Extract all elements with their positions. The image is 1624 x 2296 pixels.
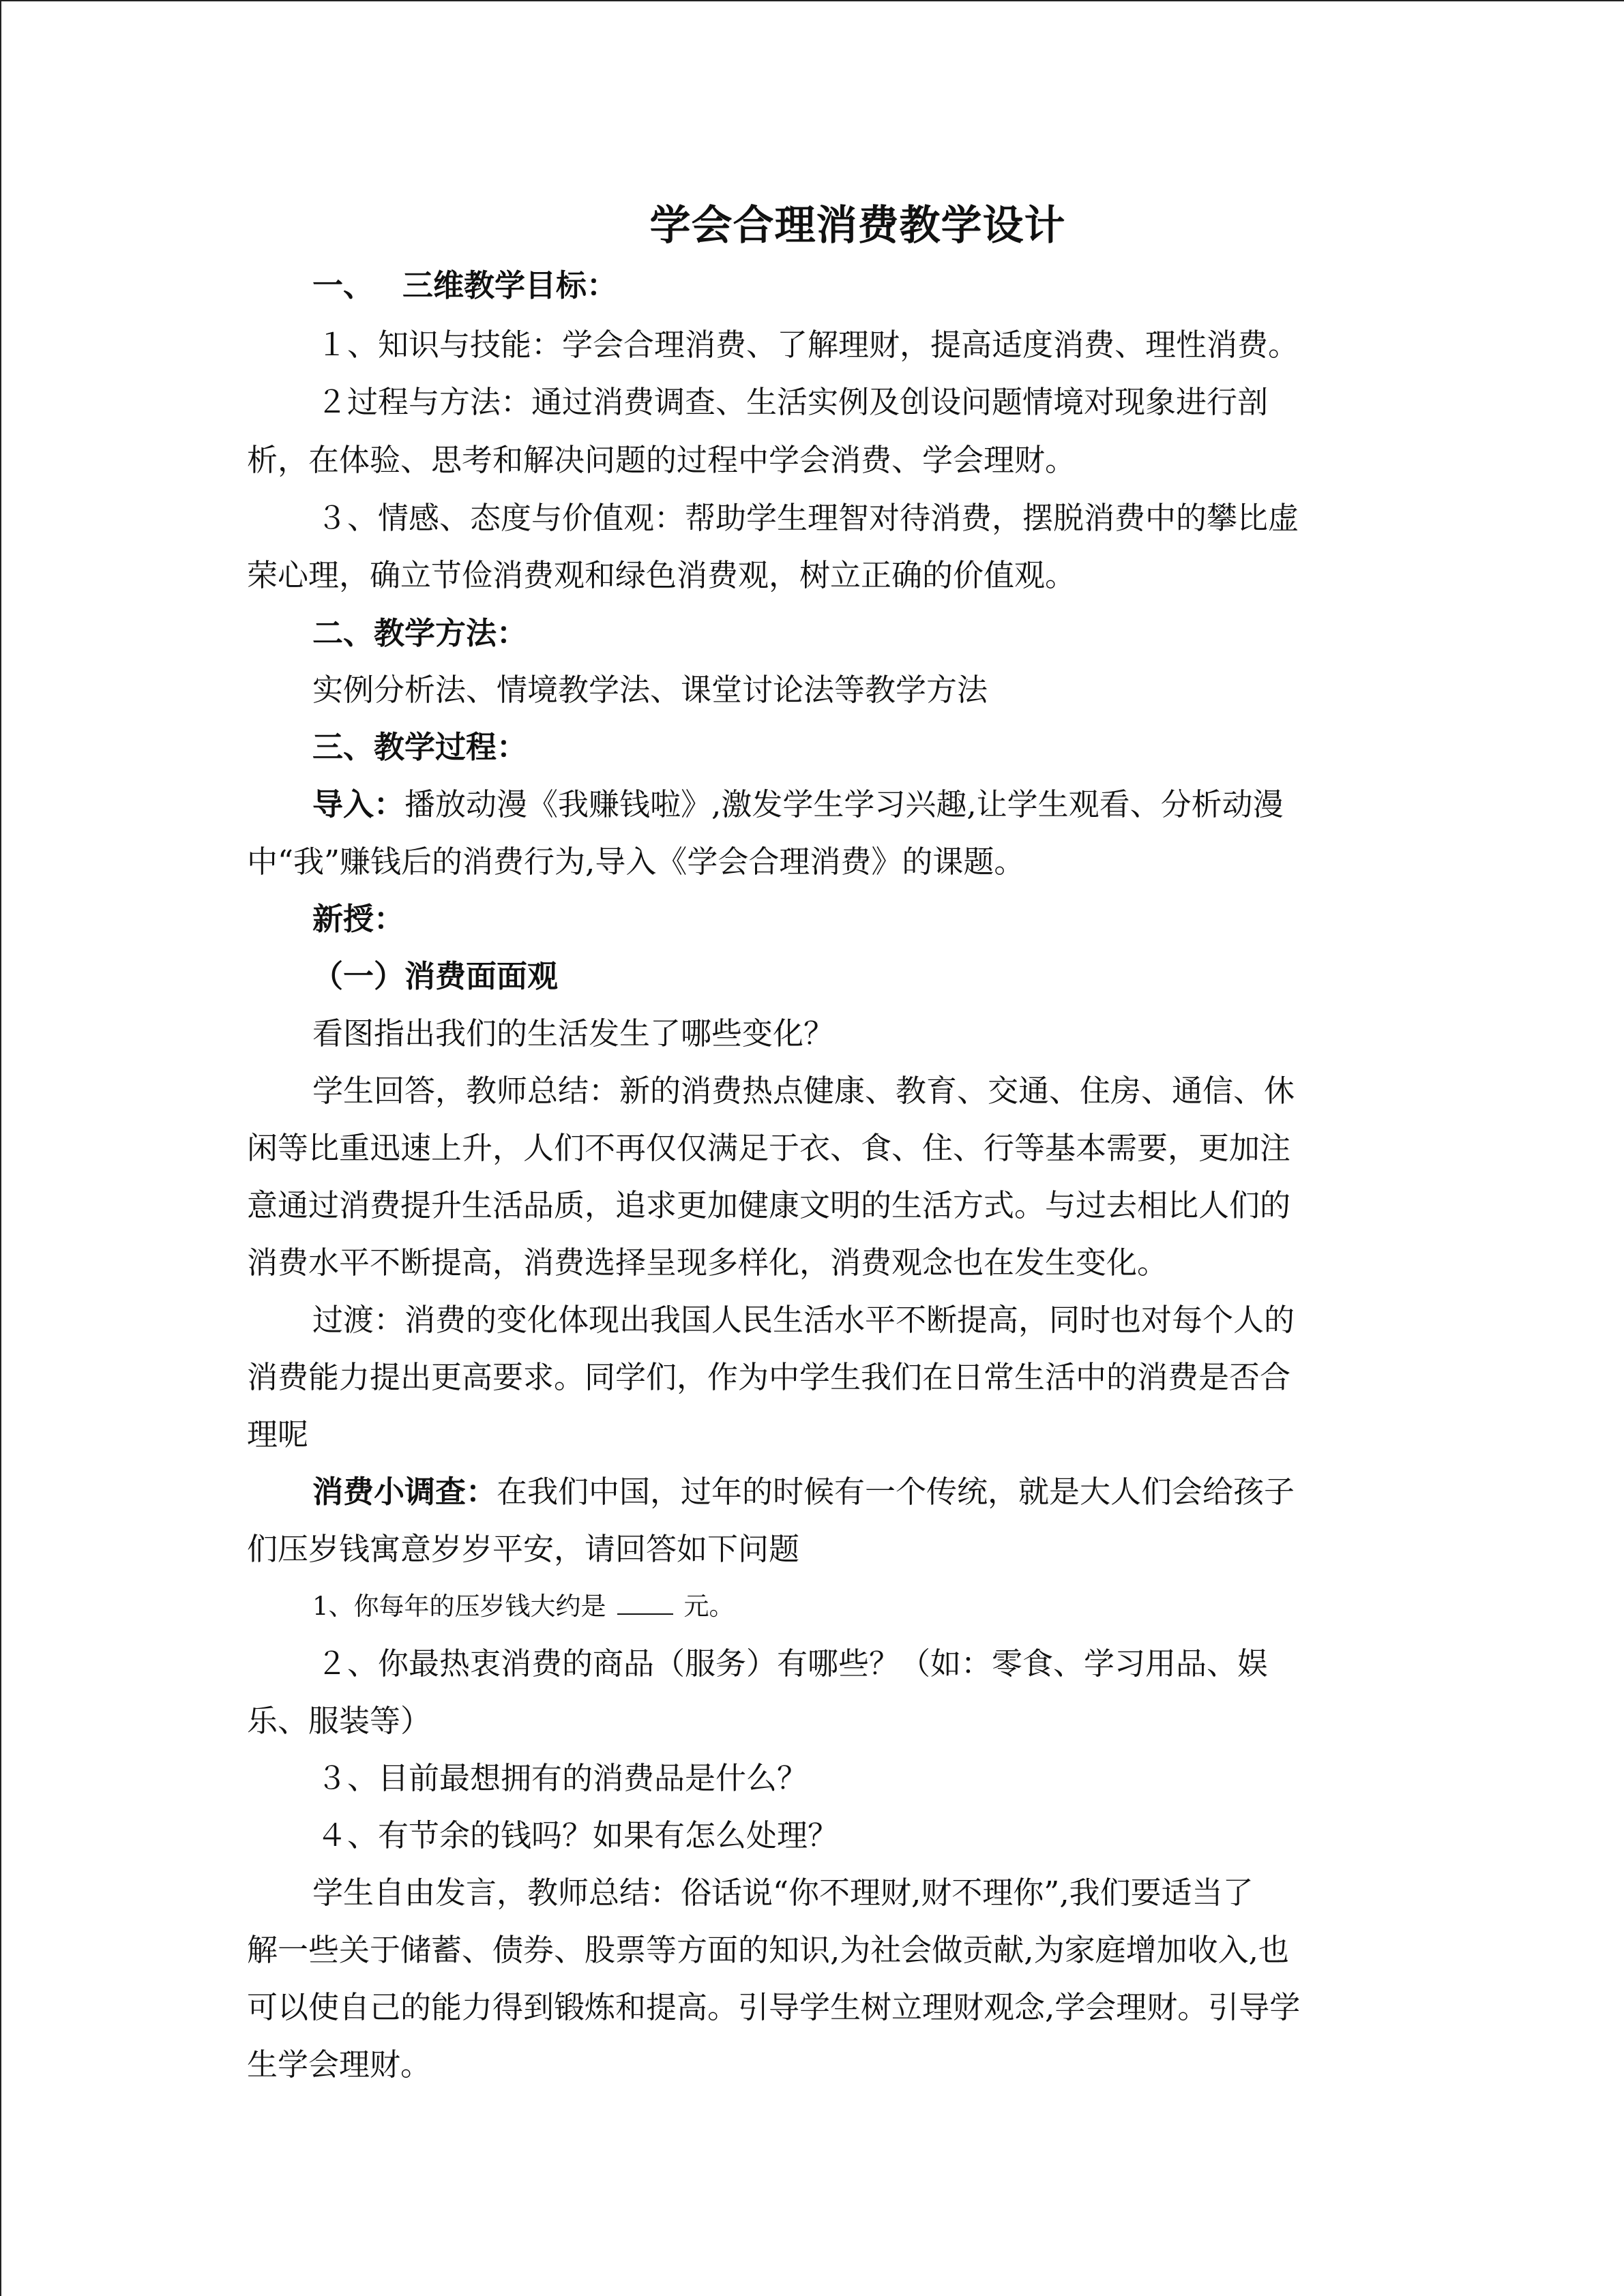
intro-paragraph [312,784,1284,825]
question-text: 看图指出我们的生活发生了哪些变化？ [312,1015,835,1052]
section-heading-process: 三、教学过程： [312,729,528,765]
answer-blank [617,1589,673,1615]
survey-paragraph [312,1472,1295,1512]
survey-label: 消费小调查： [312,1474,497,1510]
subsection-heading: （一）消费面面观 [312,958,559,994]
objective-emotion: ３、情感、态度与价值观：帮助学生理智对待消费，摆脱消费中的攀比虚 [316,500,1299,536]
conclusion-line-1: 学生自由发言，教师总结：俗话说“你不理财,财不理你”,我们要适当了 [312,1875,1254,1911]
summary-line-4: 消费水平不断提高，消费选择呈现多样化，消费观念也在发生变化。 [247,1244,1168,1281]
objective-process-cont: 析，在体验、思考和解决问题的过程中学会消费、学会理财。 [247,442,1076,478]
conclusion-line-2: 解一些关于储蓄、债券、股票等方面的知识,为社会做贡献,为家庭增加收入,也 [247,1932,1289,1968]
section-number: 一、 [312,267,374,303]
survey-paragraph-cont: 们压岁钱寓意岁岁平安，请回答如下问题 [247,1531,800,1567]
survey-question-2: ２、你最热衷消费的商品（服务）有哪些？（如：零食、学习用品、娱 [316,1645,1269,1682]
intro-text: 播放动漫《我赚钱啦》,激发学生学习兴趣,让学生观看、分析动漫 [404,786,1284,822]
section-title: 三维教学目标： [402,267,618,303]
survey-question-4: ４、有节余的钱吗？如果有怎么处理？ [316,1817,839,1853]
objective-knowledge: １、知识与技能：学会合理消费、了解理财，提高适度消费、理性消费。 [316,327,1299,363]
intro-label: 导入： [312,786,405,822]
summary-line-3: 意通过消费提升生活品质，追求更加健康文明的生活方式。与过去相比人们的 [247,1187,1291,1223]
methods-text: 实例分析法、情境教学法、课堂讨论法等教学方法 [312,672,988,708]
survey-question-3: ３、目前最想拥有的消费品是什么？ [316,1760,808,1796]
transition-line-1: 过渡：消费的变化体现出我国人民生活水平不断提高，同时也对每个人的 [312,1302,1295,1338]
survey-question-1-unit: 元。 [683,1592,735,1621]
objective-process: ２过程与方法：通过消费调查、生活实例及创设问题情境对现象进行剖 [316,384,1269,420]
conclusion-line-4: 生学会理财。 [247,2046,432,2083]
survey-question-1-text: 1、你每年的压岁钱大约是 [312,1592,606,1621]
section-heading-methods: 二、教学方法： [312,615,528,651]
intro-paragraph-cont: 中“我”赚钱后的消费行为,导入《学会合理消费》的课题。 [247,844,1025,880]
section-heading-objectives [312,265,617,306]
objective-emotion-cont: 荣心理，确立节俭消费观和绿色消费观，树立正确的价值观。 [247,557,1076,593]
survey-question-2-cont: 乐、服装等） [247,1703,432,1739]
summary-line-1: 学生回答，教师总结：新的消费热点健康、教育、交通、住房、通信、休 [312,1073,1295,1109]
document-title: 学会合理消费教学设计 [649,202,1066,250]
survey-question-1 [312,1586,735,1627]
survey-text: 在我们中国，过年的时候有一个传统，就是大人们会给孩子 [497,1474,1295,1510]
new-lesson-heading: 新授： [312,901,405,937]
summary-line-2: 闲等比重迅速上升，人们不再仅仅满足于衣、食、住、行等基本需要，更加注 [247,1130,1291,1166]
transition-line-2: 消费能力提出更高要求。同学们，作为中学生我们在日常生活中的消费是否合 [247,1359,1291,1395]
transition-line-3: 理呢 [247,1416,309,1452]
conclusion-line-3: 可以使自己的能力得到锻炼和提高。引导学生树立理财观念,学会理财。引导学 [247,1989,1301,2025]
